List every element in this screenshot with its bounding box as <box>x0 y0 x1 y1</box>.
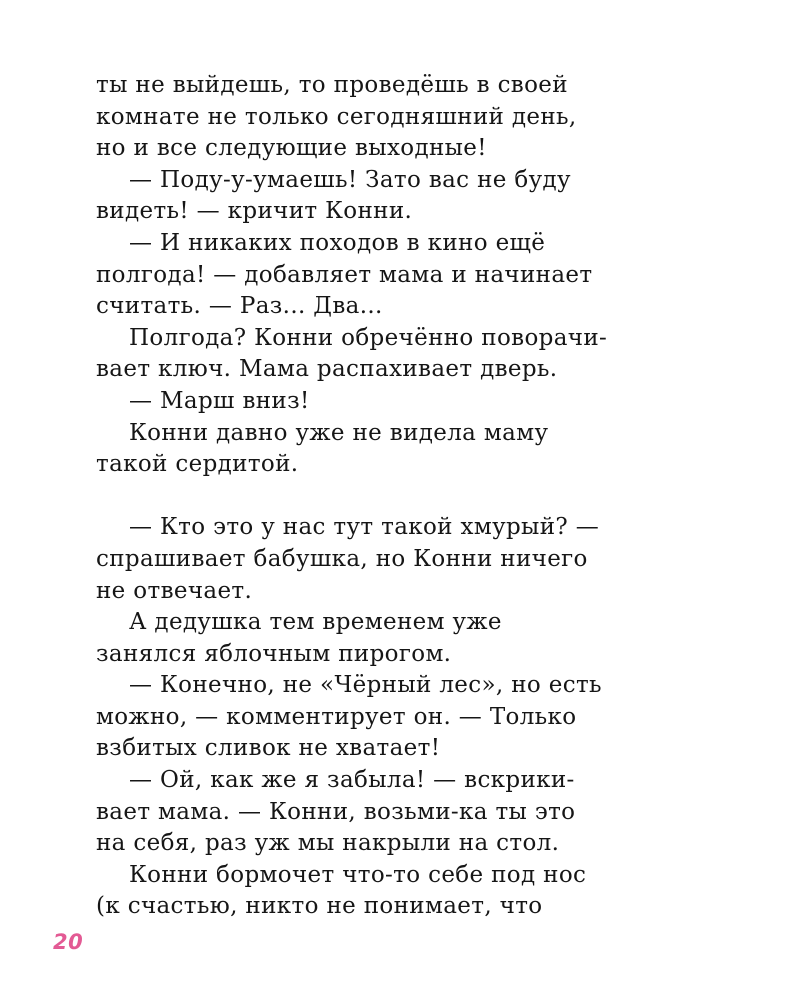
text-line: можно, — комментирует он. — Только <box>96 703 577 730</box>
text-line: — И никаких походов в кино ещё <box>129 229 546 256</box>
text-line: полгода! — добавляет мама и начинает <box>96 261 593 288</box>
text-line: занялся яблочным пирогом. <box>96 640 452 667</box>
text-line: считать. — Раз... Два... <box>96 293 383 320</box>
text-line: — Конечно, не «Чёрный лес», но есть <box>129 672 602 699</box>
text-line: такой сердитой. <box>96 451 299 478</box>
text-line: не отвечает. <box>96 577 253 604</box>
text-line: вает мама. — Конни, возьми-ка ты это <box>96 798 576 825</box>
text-line: ты не выйдешь, то проведёшь в своей <box>96 72 568 98</box>
body-text <box>96 70 696 923</box>
paragraph-break <box>96 481 696 513</box>
text-line: спрашивает бабушка, но Конни ничего <box>96 545 588 572</box>
text-line: — Кто это у нас тут такой хмурый? — <box>129 514 600 541</box>
text-line: на себя, раз уж мы накрыли на стол. <box>96 830 560 857</box>
text-line: — Ой, как же я забыла! — вскрики- <box>129 767 575 794</box>
text-line: А дедушка тем временем уже <box>129 609 502 636</box>
page-number: 20 <box>53 930 84 954</box>
text-line: комнате не только сегодняшний день, <box>96 103 577 130</box>
text-line: видеть! — кричит Конни. <box>96 198 413 225</box>
text-line: взбитых сливок не хватает! <box>96 735 441 762</box>
text-line: вает ключ. Мама распахивает дверь. <box>96 356 558 383</box>
text-line: — Марш вниз! <box>129 387 310 414</box>
text-line: Полгода? Конни обречённо поворачи- <box>129 324 608 351</box>
text-line: — Поду-у-умаешь! Зато вас не буду <box>129 166 571 193</box>
text-line: Конни давно уже не видела маму <box>129 419 549 446</box>
text-line: Конни бормочет что-то себе под нос <box>129 861 587 888</box>
text-line: (к счастью, никто не понимает, что <box>96 893 543 920</box>
text-line: но и все следующие выходные! <box>96 135 487 162</box>
